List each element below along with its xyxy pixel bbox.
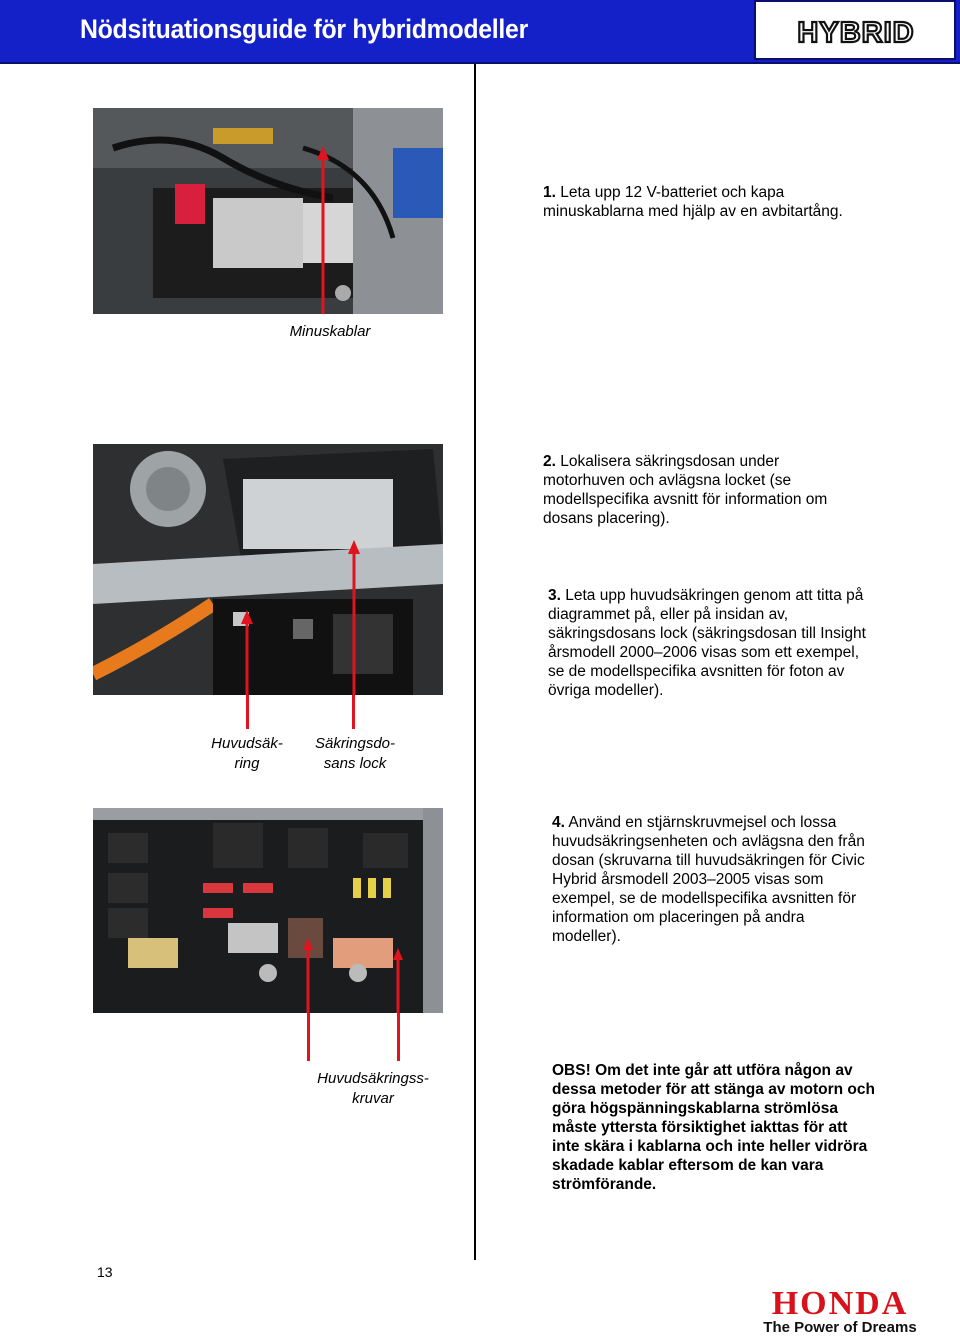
step-text: Leta upp huvudsäkringen genom att titta på diagrammet på, eller på insidan av, säkringsdosans lock (säkringsdosan till Insight årsmodell 2000–2006 visas som ett exempel, se de modellspecifika avsnitten för foton av övriga modeller). — [548, 587, 866, 699]
caption-main-fuse-screws: Huvudsäkringss- kruvar — [317, 1070, 429, 1107]
step-4 — [552, 813, 868, 946]
pointer-line-main-fuse — [246, 695, 249, 729]
hybrid-logo — [754, 0, 956, 60]
pointer-line-screw-1 — [307, 1013, 310, 1061]
step-number: 4. — [552, 814, 565, 831]
step-number: 1. — [543, 184, 556, 201]
warning-label: OBS! — [552, 1062, 591, 1079]
caption-fuse-box-lid: Säkringsdo- sans lock — [314, 735, 396, 772]
step-text: Lokalisera säkringsdosan under motorhuven och avlägsna locket (se modellspecifika avsnitt för information om dosans placering). — [543, 453, 828, 527]
column-divider — [474, 64, 476, 1260]
honda-logo-graphic — [724, 1284, 956, 1334]
battery-photo — [93, 108, 443, 314]
step-number: 3. — [548, 587, 561, 604]
pointer-line-lid — [352, 695, 355, 729]
step-1 — [543, 183, 843, 221]
warning-text: Om det inte går att utföra någon av dessa metoder för att stänga av motorn och göra högspänningskablarna strömlösa måste yttersta försiktighet iakttas för att inte skära i kablarna och inte heller vidröra skadade kablar eftersom de kan vara strömförande. — [552, 1062, 875, 1193]
step-3 — [548, 586, 868, 700]
caption-minus-cables: Minuskablar — [289, 323, 371, 340]
step-text: Använd en stjärnskruvmejsel och lossa huvudsäkringsenheten och avlägsna den från dosan (skruvarna till huvudsäkringen för Civic Hybrid årsmodell 2003–2005 visas som exempel, se de modellspecifika avsnitten för information om placeringen på andra modeller). — [552, 814, 865, 945]
fuse-box-photo — [93, 444, 443, 695]
open-fuse-box-photo — [93, 808, 443, 1013]
page-number: 13 — [97, 1264, 113, 1280]
caption-main-fuse: Huvudsäk- ring — [211, 735, 283, 772]
page-header — [0, 0, 960, 64]
step-number: 2. — [543, 453, 556, 470]
warning-note — [552, 1061, 876, 1194]
hybrid-logo-graphic — [764, 16, 948, 48]
honda-brand-text: HONDA — [771, 1285, 909, 1322]
step-text: Leta upp 12 V-batteriet och kapa minuskablarna med hjälp av en avbitartång. — [543, 184, 843, 220]
honda-slogan-text: The Power of Dreams — [763, 1319, 917, 1334]
pointer-line-screw-2 — [397, 1013, 400, 1061]
honda-logo — [724, 1284, 956, 1339]
step-2 — [543, 452, 853, 528]
page-title: Nödsituationsguide för hybridmodeller — [80, 14, 528, 44]
hybrid-logo-text: HYBRID — [797, 17, 915, 48]
